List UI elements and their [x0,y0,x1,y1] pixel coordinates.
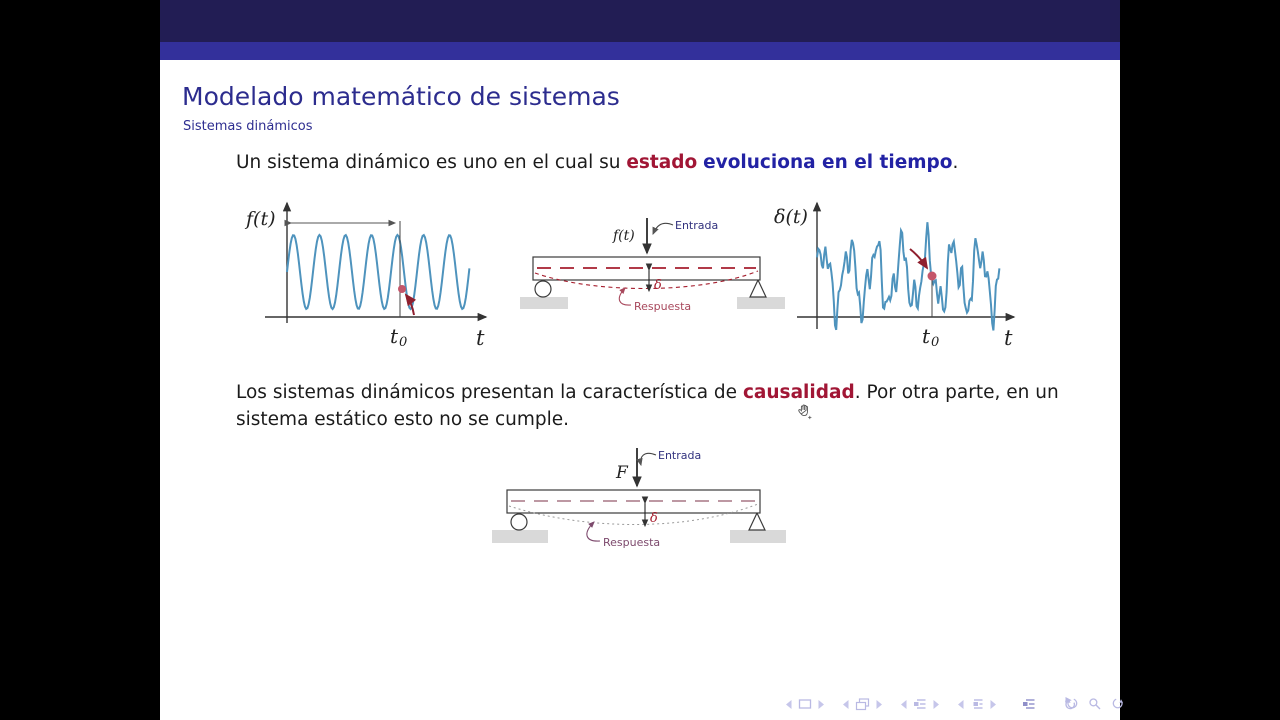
mid-beam-diagram [515,210,785,315]
next-slide-arrow-icon[interactable] [875,699,884,710]
input-connector-arrow [641,453,656,465]
t0-subscript: 0 [931,335,940,350]
sine-wave [287,235,469,309]
slide-subtitle: Sistemas dinámicos [183,119,313,134]
t0-label: t [922,324,931,348]
state-marker-dot [398,285,406,293]
beamer-navigation-bar [784,696,1126,712]
input-connector-arrow [653,223,673,234]
delta-label: δ [654,278,662,293]
xlabel: t [1004,326,1013,350]
prev-frame-arrow-icon[interactable] [784,699,793,710]
bottom-beam-diagram [468,443,803,555]
t0-label: t [390,324,399,348]
delta-label: δ [650,511,658,526]
redo-icon[interactable] [1112,698,1126,711]
output-label: Respuesta [634,300,692,313]
para1-post: . [952,152,959,173]
next-frame-arrow-icon[interactable] [817,699,826,710]
right-support-base [730,530,786,543]
header-band-dark [160,0,1120,42]
left-support-base [492,530,548,543]
input-label: Entrada [658,449,702,462]
section-icon[interactable] [913,698,927,710]
slide-title: Modelado matemático de sistemas [182,82,620,111]
input-label: Entrada [675,219,719,232]
para1-pre: Un sistema dinámico es uno en el cual su [236,152,621,173]
para1-alert-word: estado [626,152,698,173]
t0-subscript: 0 [399,335,408,350]
output-connector-arrow [619,288,631,305]
para1-structure-phrase: evoluciona en el tiempo [703,152,953,173]
search-icon[interactable] [1088,697,1102,711]
ylabel: f(t) [246,208,276,230]
plus-shape [808,416,811,419]
noisy-wave [817,222,999,330]
roller-support [511,514,527,530]
prev-subsection-arrow-icon[interactable] [956,699,965,710]
output-connector-arrow [587,522,600,541]
xlabel: t [476,326,485,350]
undo-icon[interactable] [1064,698,1078,711]
left-support-base [520,297,568,309]
ylabel: δ(t) [774,206,808,228]
presentation-slide [160,0,1120,720]
left-signal-plot [240,195,500,350]
roller-support [535,281,551,297]
next-section-arrow-icon[interactable] [932,699,941,710]
pin-support [750,280,766,297]
output-label: Respuesta [603,536,661,549]
subsection-icon[interactable] [970,698,984,710]
paragraph-definition [236,149,1056,176]
paragraph-causality [236,379,1076,433]
next-subsection-arrow-icon[interactable] [989,699,998,710]
state-marker-dot [928,272,937,281]
prev-section-arrow-icon[interactable] [899,699,908,710]
right-signal-plot [772,195,1022,350]
header-band-light [160,42,1120,60]
pin-support [749,513,765,530]
para2-post: . Por otra parte, en un sistema estático esto no se cumple. [236,382,1059,430]
force-label: F [616,463,628,483]
force-label: f(t) [613,228,635,244]
frame-icon[interactable] [798,698,812,710]
hand-cursor-icon [796,402,814,422]
para2-alert-word: causalidad [742,382,855,403]
prev-slide-arrow-icon[interactable] [841,699,850,710]
overlay-frames-icon[interactable] [855,698,870,711]
doc-end-icon[interactable] [1022,698,1036,710]
para2-pre: Los sistemas dinámicos presentan la característica de [236,382,738,403]
hand-shape [799,405,808,416]
